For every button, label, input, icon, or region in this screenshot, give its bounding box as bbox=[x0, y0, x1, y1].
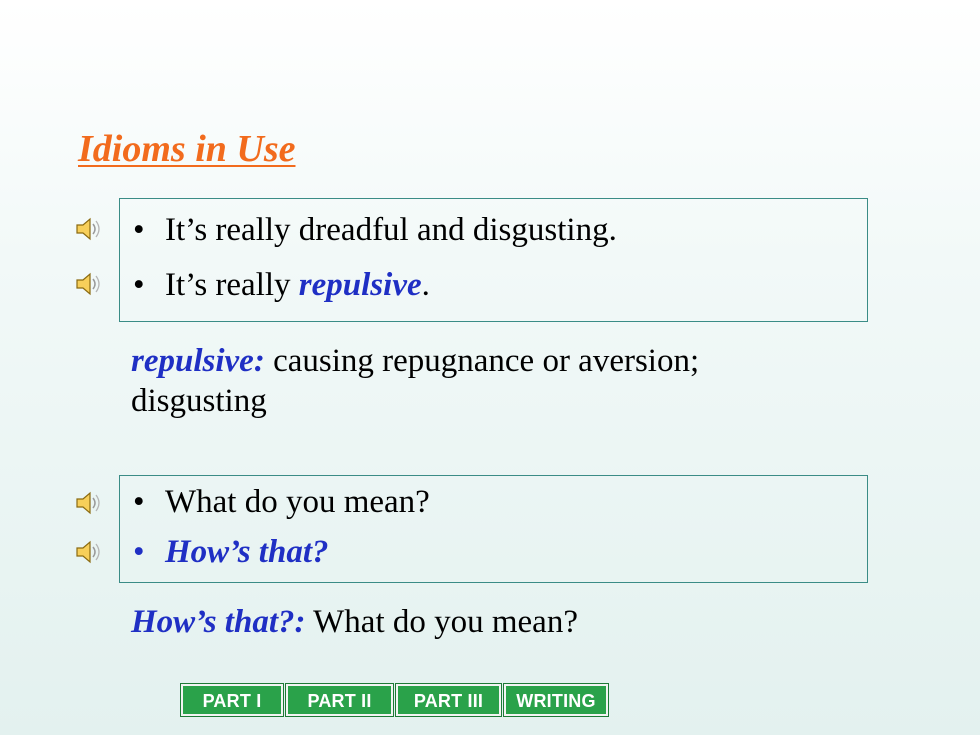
emphasis-phrase: How’s that? bbox=[165, 534, 329, 570]
nav-writing-button[interactable]: WRITING bbox=[504, 684, 608, 716]
definition-2 bbox=[131, 602, 831, 642]
definition-text: What do you mean? bbox=[305, 604, 578, 640]
definition-1 bbox=[131, 341, 831, 421]
line-1-2 bbox=[133, 265, 430, 305]
line-prefix: It’s really bbox=[165, 267, 299, 303]
speaker-icon[interactable] bbox=[74, 490, 104, 516]
line-1-1 bbox=[133, 210, 617, 250]
emphasis-word: repulsive bbox=[298, 267, 422, 303]
bullet: • bbox=[133, 484, 145, 520]
nav-part-1-button[interactable]: PART I bbox=[181, 684, 283, 716]
line-text: What do you mean? bbox=[165, 484, 430, 520]
speaker-icon[interactable] bbox=[74, 539, 104, 565]
slide-title: Idioms in Use bbox=[78, 128, 296, 170]
line-text: It’s really dreadful and disgusting. bbox=[165, 212, 617, 248]
speaker-icon[interactable] bbox=[74, 216, 104, 242]
bullet: • bbox=[133, 534, 145, 570]
bullet: • bbox=[133, 267, 145, 303]
nav-part-3-button[interactable]: PART III bbox=[396, 684, 501, 716]
definition-term: repulsive: bbox=[131, 343, 265, 379]
definition-text: causing repugnance or aversion; disgusting bbox=[131, 343, 700, 419]
speaker-icon[interactable] bbox=[74, 271, 104, 297]
line-suffix: . bbox=[421, 267, 430, 303]
line-2-2 bbox=[133, 532, 329, 572]
bullet: • bbox=[133, 212, 145, 248]
definition-term: How’s that?: bbox=[131, 604, 306, 640]
line-2-1 bbox=[133, 482, 430, 522]
nav-part-2-button[interactable]: PART II bbox=[286, 684, 393, 716]
